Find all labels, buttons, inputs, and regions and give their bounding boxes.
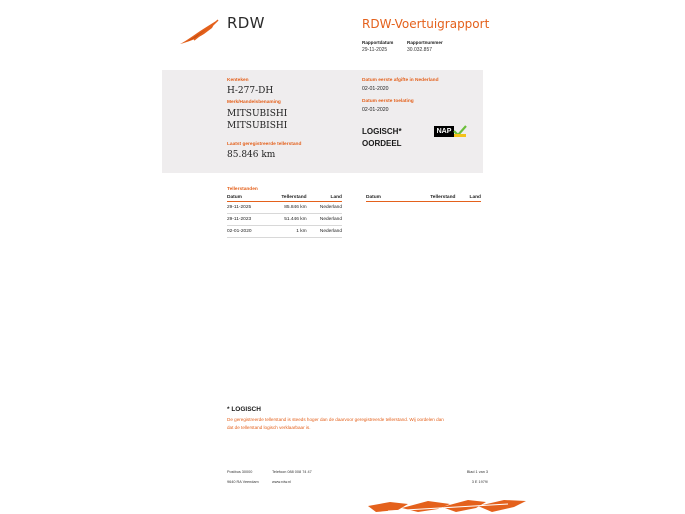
- row-reading: 85.846 km: [284, 205, 307, 210]
- nap-badge-text: NAP: [434, 126, 454, 137]
- row-country: Nederland: [319, 229, 342, 234]
- nap-yellow-bar: [454, 134, 466, 137]
- footer-address2: 9640 RA Veendam: [227, 480, 259, 484]
- col-date: Datum: [227, 195, 242, 200]
- col-reading: Tellerstand: [430, 195, 456, 200]
- col-reading: Tellerstand: [281, 195, 307, 200]
- first-admission-label: Datum eerste toelating: [362, 99, 414, 104]
- row-reading: 51.446 km: [284, 217, 307, 222]
- model-value: MITSUBISHI: [227, 121, 288, 131]
- report-date-label: Rapportdatum: [362, 40, 394, 45]
- col-date: Datum: [366, 195, 381, 200]
- table-row: [227, 226, 342, 238]
- odometer-label: Laatst geregistreerde tellerstand: [227, 142, 302, 147]
- make-label: Merk/Handelsbenaming: [227, 100, 281, 105]
- nap-badge: [434, 126, 466, 137]
- row-country: Nederland: [319, 205, 342, 210]
- odometer-table-left: [227, 194, 342, 238]
- row-reading: 1 km: [296, 229, 307, 234]
- row-date: 29-11-2023: [227, 217, 252, 222]
- footer-phone: Telefoon 088 008 74 47: [272, 470, 312, 474]
- col-country: Land: [330, 195, 342, 200]
- first-nl-value: 02-01-2020: [362, 86, 389, 92]
- decorative-stripes-icon: [368, 498, 528, 514]
- note-text-line2: dat de tellerstand logisch verklaarbaar is.: [227, 425, 311, 430]
- note-title: * LOGISCH: [227, 406, 261, 413]
- row-country: Nederland: [319, 217, 342, 222]
- footer-code: 3 E 1979/: [471, 480, 488, 484]
- document-title: RDW-Voertuigrapport: [362, 17, 490, 31]
- plate-label: Kenteken: [227, 78, 249, 83]
- rdw-logo-icon: [178, 18, 222, 46]
- col-country: Land: [469, 195, 481, 200]
- summary-panel: [162, 70, 483, 173]
- verdict-line1: LOGISCH*: [362, 127, 402, 136]
- report-number-label: Rapportnummer: [407, 40, 443, 45]
- odometer-section-title: Tellerstanden: [227, 187, 258, 192]
- plate-value: H-277-DH: [227, 86, 274, 96]
- footer-website: www.rdw.nl: [272, 480, 291, 484]
- table-row: [227, 202, 342, 214]
- note-text-line1: De geregistreerde tellerstand is steeds hoger dan de daarvoor geregistreerde tellerstand. Wij oordelen dan: [227, 417, 444, 422]
- logo-text: RDW: [227, 14, 265, 32]
- row-date: 02-01-2020: [227, 229, 252, 234]
- odometer-table-right: [366, 194, 481, 202]
- table-row: [227, 214, 342, 226]
- footer-address1: Postbus 30000: [227, 470, 253, 474]
- first-admission-value: 02-01-2020: [362, 107, 389, 113]
- row-date: 29-11-2025: [227, 205, 252, 210]
- make-value: MITSUBISHI: [227, 109, 288, 119]
- footer-page: Blad 1 van 3: [466, 470, 488, 474]
- odometer-value: 85.846 km: [227, 150, 276, 160]
- first-nl-label: Datum eerste afgifte in Nederland: [362, 78, 439, 83]
- report-number: 30.032.857: [407, 47, 433, 53]
- report-date: 29-11-2025: [362, 47, 388, 53]
- verdict-line2: OORDEEL: [362, 139, 402, 148]
